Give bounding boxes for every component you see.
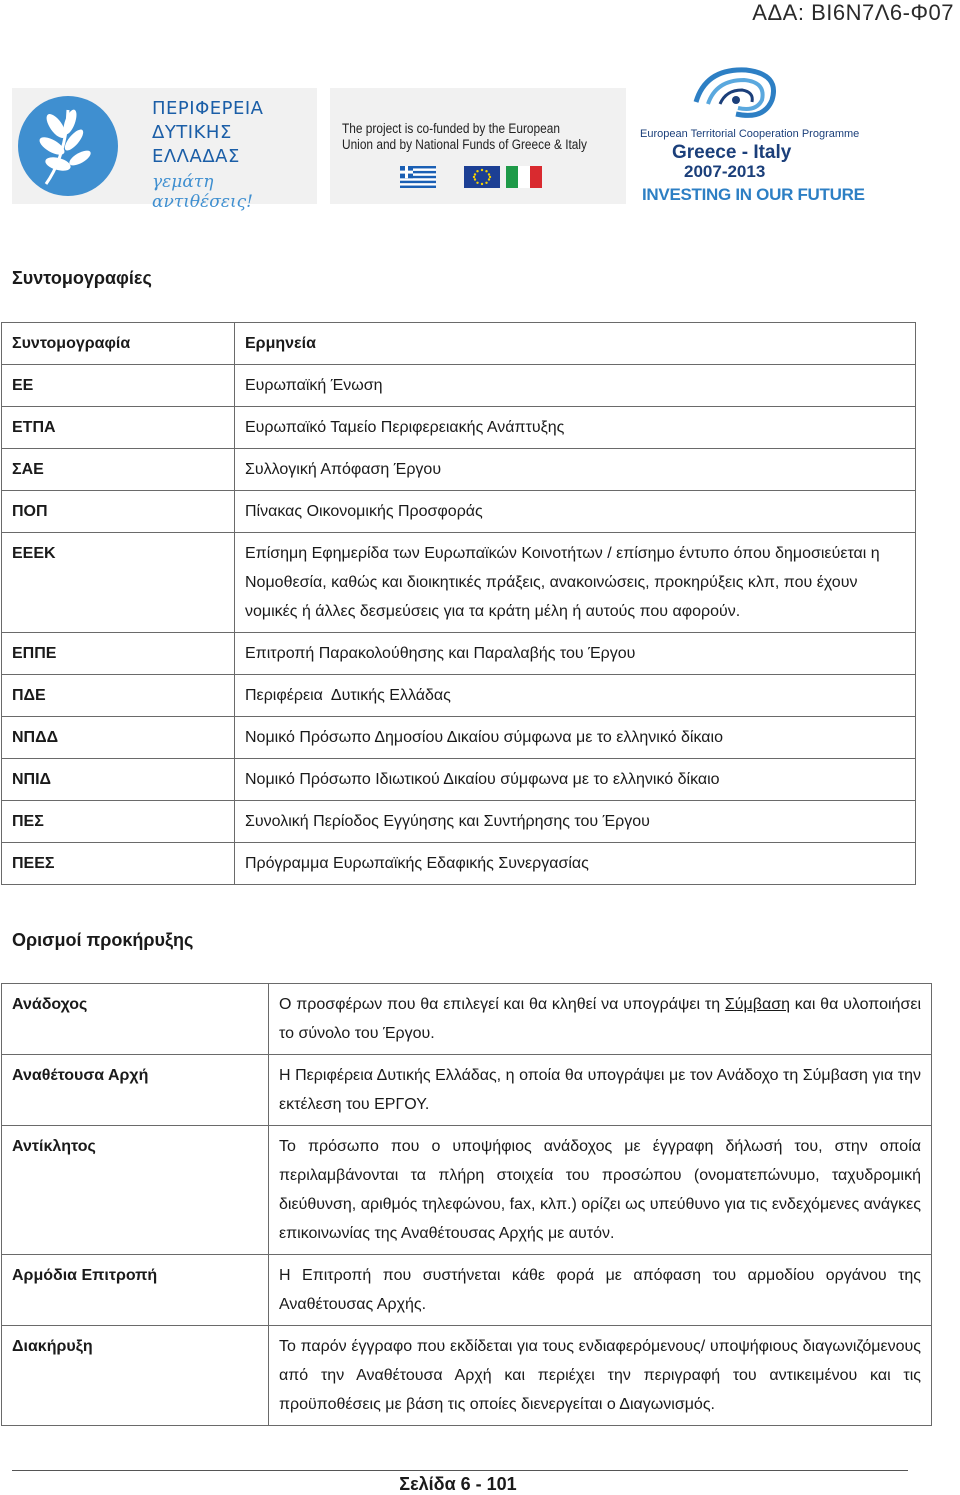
meaning-cell: Πίνακας Οικονομικής Προσφοράς: [235, 491, 916, 533]
table-row: [2, 759, 916, 801]
table-row: [2, 533, 916, 633]
meaning-cell: Επιτροπή Παρακολούθησης και Παραλαβής του Έργου: [235, 633, 916, 675]
meaning-cell: Ευρωπαϊκό Ταμείο Περιφερειακής Ανάπτυξης: [235, 407, 916, 449]
abbr-cell: ΠΔΕ: [2, 675, 235, 717]
abbr-cell: ΠΕΣ: [2, 801, 235, 843]
document-id: ΑΔΑ: ΒΙ6Ν7Λ6-Φ07: [752, 0, 954, 25]
table-row: [2, 1055, 932, 1126]
meaning-cell: Συνολική Περίοδος Εγγύησης και Συντήρησης του Έργου: [235, 801, 916, 843]
meaning-cell: Επίσημη Εφημερίδα των Ευρωπαϊκών Κοινοτήτων / επίσημο έντυπο όπου δημοσιεύεται η Νομοθεσία, καθώς και διοικητικές πράξεις, ανακοινώσεις, προκηρύξεις κλπ, που έχουν νομικές ή άλλες δεσμεύσεις για τα κράτη μέλη ή αυτούς που αφορούν.: [235, 533, 916, 633]
table-row: [2, 407, 916, 449]
meaning-cell: Πρόγραμμα Ευρωπαϊκής Εδαφικής Συνεργασίας: [235, 843, 916, 885]
meaning-cell: Ευρωπαϊκή Ένωση: [235, 365, 916, 407]
eu-flag-icon: [464, 166, 500, 188]
table-row: [2, 633, 916, 675]
header-meaning: Ερμηνεία: [235, 323, 916, 365]
definition-cell: Το πρόσωπο που ο υποψήφιος ανάδοχος με έγγραφη δήλωσή του, στην οποία περιλαμβάνονται τα πλήρη στοιχεία του προσώπου (ονοματεπώνυμο, ταχυδρομική διεύθυνση, αριθμός τηλεφώνου, fax, κλπ.) ορίζει ως υπεύθυνο για τις ενδεχόμενες ανάγκες επικοινωνίας της Αναθέτουσας Αρχής με αυτόν.: [269, 1126, 932, 1255]
abbr-cell: ΝΠΙΔ: [2, 759, 235, 801]
region-name-line-3: ΕΛΛΑΔΑΣ: [152, 146, 240, 167]
term-cell: Ανάδοχος: [2, 984, 269, 1055]
programme-years: 2007-2013: [684, 162, 766, 181]
table-row: [2, 449, 916, 491]
region-name-line-1: ΠΕΡΙΦΕΡΕΙΑ: [152, 98, 264, 119]
abbr-cell: ΕΤΠΑ: [2, 407, 235, 449]
table-row: [2, 1255, 932, 1326]
programme-name: Greece - Italy: [672, 142, 792, 163]
table-row: [2, 1326, 932, 1426]
table-row: [2, 717, 916, 759]
abbr-cell: ΕΕΕΚ: [2, 533, 235, 633]
definition-text: και θα υλοποιήσει το σύνολο του Έργου.: [279, 996, 922, 1042]
olive-branch-icon: [18, 96, 118, 196]
table-row: [2, 365, 916, 407]
contract-link[interactable]: Σύμβαση: [724, 996, 790, 1013]
table-row: [2, 1126, 932, 1255]
table-row: [2, 984, 932, 1055]
meaning-cell: Περιφέρεια Δυτικής Ελλάδας: [235, 675, 916, 717]
abbr-cell: ΠΕΕΣ: [2, 843, 235, 885]
table-row: [2, 675, 916, 717]
greek-flag-icon: [400, 166, 436, 188]
footer-divider: [12, 1470, 908, 1471]
term-cell: Αντίκλητος: [2, 1126, 269, 1255]
abbreviations-table: [1, 322, 916, 885]
abbr-cell: ΠΟΠ: [2, 491, 235, 533]
meaning-cell: Νομικό Πρόσωπο Ιδιωτικού Δικαίου σύμφωνα με το ελληνικό δίκαιο: [235, 759, 916, 801]
abbr-cell: ΕΠΠΕ: [2, 633, 235, 675]
section-title-definitions: Ορισμοί προκήρυξης: [12, 930, 194, 950]
table-row: [2, 843, 916, 885]
programme-label: European Territorial Cooperation Programme: [640, 128, 860, 140]
term-cell: Αναθέτουσα Αρχή: [2, 1055, 269, 1126]
definition-cell: [269, 984, 932, 1055]
definition-cell: Η Επιτροπή που συστήνεται κάθε φορά με απόφαση του αρμοδίου οργάνου της Αναθέτουσας Αρχής.: [269, 1255, 932, 1326]
definition-cell: Το παρόν έγγραφο που εκδίδεται για τους ενδιαφερόμενους/ υποψήφιους διαγωνιζόμενους από την Αναθέτουσα Αρχή και περιέχει την περιγραφή του αντικειμένου και τις προϋποθέσεις με βάση τις οποίες διενεργείται ο Διαγωνισμός.: [269, 1326, 932, 1426]
table-row: [2, 801, 916, 843]
swirl-icon: [676, 62, 786, 124]
meaning-cell: Νομικό Πρόσωπο Δημοσίου Δικαίου σύμφωνα με το ελληνικό δίκαιο: [235, 717, 916, 759]
table-row: [2, 491, 916, 533]
programme-slogan: INVESTING IN OUR FUTURE: [642, 185, 865, 204]
meaning-cell: Συλλογική Απόφαση Έργου: [235, 449, 916, 491]
abbr-cell: ΣΑΕ: [2, 449, 235, 491]
term-cell: Διακήρυξη: [2, 1326, 269, 1426]
abbr-cell: ΝΠΔΔ: [2, 717, 235, 759]
region-name-line-2: ΔΥΤΙΚΗΣ: [152, 122, 232, 143]
region-slogan: γεμάτη αντιθέσεις!: [152, 172, 253, 212]
term-cell: Αρμόδια Επιτροπή: [2, 1255, 269, 1326]
definition-cell: Η Περιφέρεια Δυτικής Ελλάδας, η οποία θα υπογράψει με τον Ανάδοχο τη Σύμβαση για την εκτέλεση του ΕΡΓΟΥ.: [269, 1055, 932, 1126]
eu-cofunding-text: The project is co-funded by the European Union and by National Funds of Greece & Italy: [342, 121, 587, 152]
table-header-row: [2, 323, 916, 365]
definition-text: Ο προσφέρων που θα επιλεγεί και θα κληθεί να υπογράψει τη: [279, 996, 725, 1013]
page-number: Σελίδα 6 - 101: [399, 1474, 517, 1494]
region-logo: [12, 88, 317, 212]
greece-italy-programme-logo: [626, 62, 866, 207]
section-title-abbreviations: Συντομογραφίες: [12, 268, 152, 288]
definitions-table: [1, 983, 932, 1426]
eu-cofunding-logo: [330, 88, 626, 204]
italian-flag-icon: [506, 166, 542, 188]
logo-banner: [12, 62, 952, 212]
header-abbreviation: Συντομογραφία: [2, 323, 235, 365]
abbr-cell: ΕΕ: [2, 365, 235, 407]
